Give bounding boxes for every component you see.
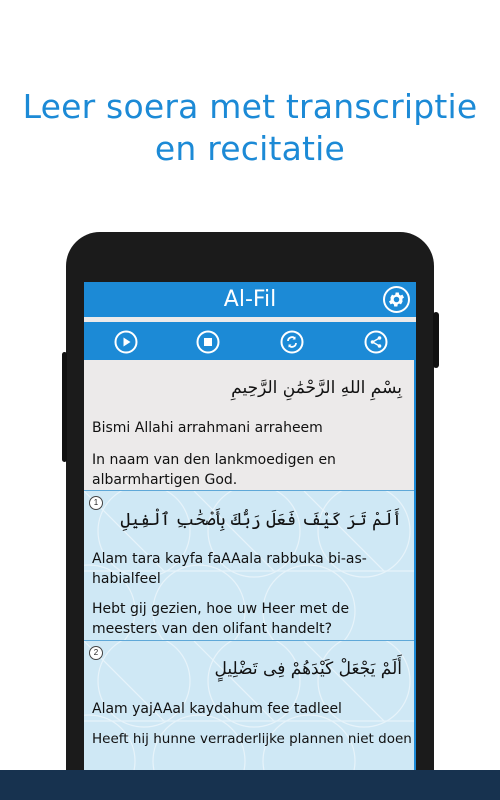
repeat-icon[interactable]: [280, 330, 304, 354]
promo-line-2: en recitatie: [154, 129, 346, 168]
arabic-text: بِسْمِ اللهِ الرَّحْمَٰنِ الرَّحِيمِ: [231, 378, 402, 398]
play-icon[interactable]: [114, 330, 138, 354]
app-titlebar: [84, 282, 416, 317]
gear-icon[interactable]: [383, 286, 410, 313]
scrollbar[interactable]: [414, 360, 416, 800]
promo-line-1: Leer soera met transcriptie: [22, 87, 478, 126]
arabic-text: أَلَمْ يَجْعَلْ كَيْدَهُمْ فِى تَضْلِيلٍ: [214, 659, 402, 679]
transliteration-text: Alam tara kayfa faAAala rabbuka bi-as-habialfeel: [92, 551, 367, 587]
verse-number-badge: 1: [89, 496, 103, 510]
verse-1[interactable]: [84, 490, 416, 640]
player-toolbar: [84, 322, 416, 360]
phone-side-button: [433, 312, 439, 368]
bottom-bar: [0, 770, 500, 800]
app-screen: [84, 282, 416, 800]
share-icon[interactable]: [364, 330, 388, 354]
arabic-text: أَلَمْ تَرَ كَيْفَ فَعَلَ رَبُّكَ بِأَصْحَٰبِ ٱلْفِيلِ: [120, 510, 402, 530]
app-title: Al-Fil: [223, 287, 277, 312]
transliteration-text: Bismi Allahi arrahmani arraheem: [92, 420, 323, 436]
translation-text: Hebt gij gezien, hoe uw Heer met de meesters van den olifant handelt?: [92, 601, 350, 637]
transliteration-text: Alam yajAAal kaydahum fee tadleel: [92, 701, 342, 717]
stop-icon[interactable]: [196, 330, 220, 354]
phone-volume-button: [62, 352, 67, 462]
verse-number-badge: 2: [89, 646, 103, 660]
promo-headline: [0, 86, 500, 170]
translation-text: In naam van den lankmoedigen en albarmhartigen God.: [92, 452, 336, 488]
translation-text: Heeft hij hunne verraderlijke plannen niet doen: [92, 731, 412, 747]
verse-bismillah[interactable]: [84, 360, 416, 490]
